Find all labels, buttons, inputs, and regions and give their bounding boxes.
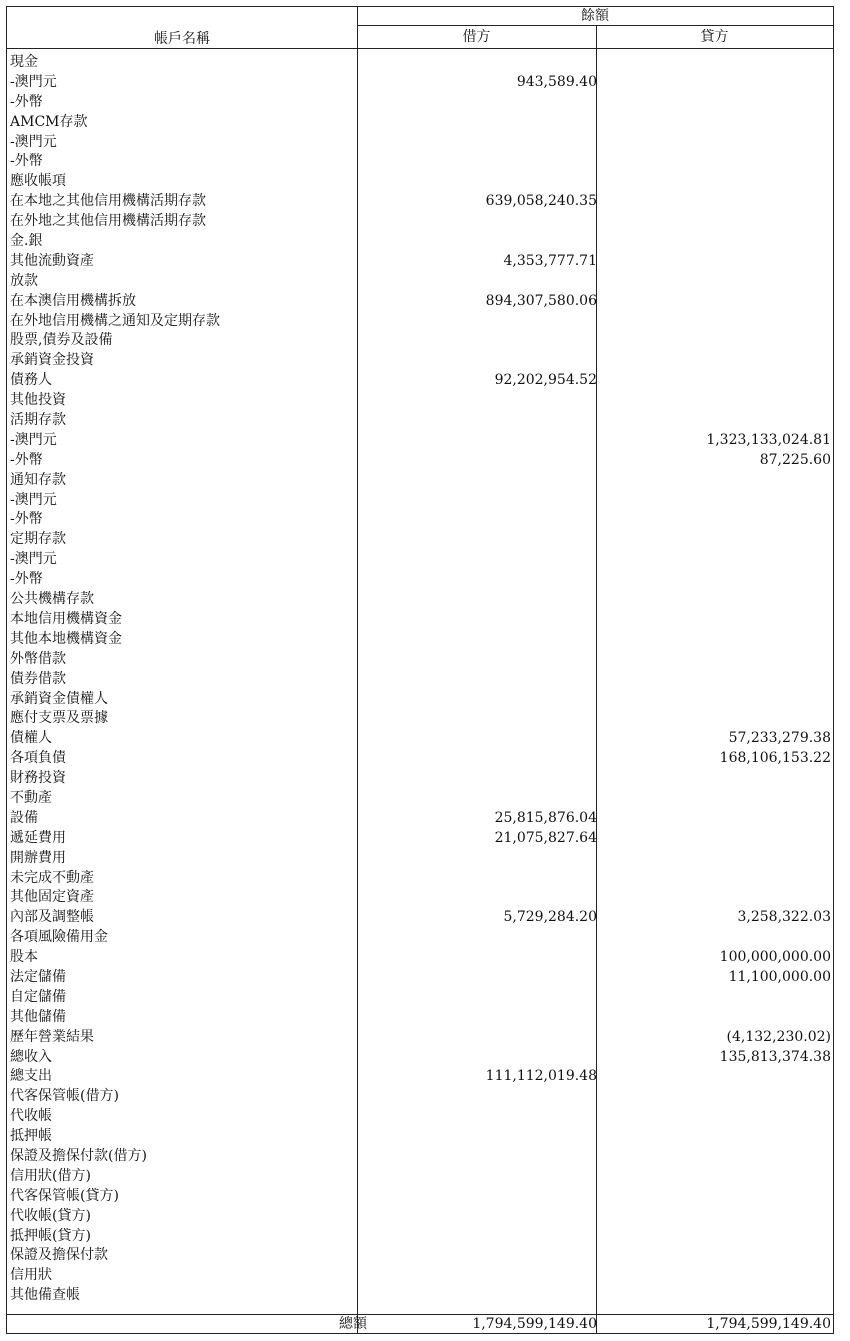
account-name-cell: 應收帳項: [10, 173, 66, 190]
table-row: [7, 1246, 833, 1266]
account-name-cell: 信用狀: [10, 1267, 52, 1284]
account-name-cell: 其他固定資產: [10, 889, 94, 906]
account-name-cell: 公共機構存款: [10, 591, 94, 608]
account-name-cell: 抵押帳(貸方): [10, 1227, 91, 1244]
table-row: [7, 928, 833, 948]
account-name-cell: -澳門元: [10, 551, 57, 568]
account-name-cell: 代收帳(貸方): [10, 1207, 91, 1224]
account-name-cell: 內部及調整帳: [10, 909, 94, 926]
credit-cell: 87,225.60: [759, 451, 831, 468]
table-row: [7, 809, 833, 829]
account-name-cell: 總收入: [10, 1048, 52, 1065]
credit-header: 貸方: [700, 29, 729, 45]
table-row: [7, 1227, 833, 1247]
table-row: [7, 1286, 833, 1306]
debit-cell: 4,353,777.71: [503, 252, 597, 269]
table-row: [7, 1008, 833, 1028]
account-name-cell: -外幣: [10, 571, 43, 588]
table-row: [7, 968, 833, 988]
account-name-cell: 未完成不動產: [10, 869, 94, 886]
account-name-cell: 現金: [10, 54, 38, 70]
table-row: [7, 331, 833, 351]
table-row: [7, 431, 833, 451]
account-name-cell: 承銷資金投資: [10, 352, 94, 369]
table-row: [7, 610, 833, 630]
account-name-cell: 金.銀: [10, 233, 43, 250]
table-row: [7, 789, 833, 809]
account-name-cell: 其他本地機構資金: [10, 630, 122, 647]
debit-cell: 111,112,019.48: [485, 1068, 597, 1085]
table-row: [7, 908, 833, 928]
table-row: [7, 252, 833, 272]
table-row: [7, 1266, 833, 1286]
table-row: [7, 630, 833, 650]
account-name-cell: 債券借款: [10, 670, 66, 687]
account-name-cell: 債權人: [10, 730, 52, 747]
table-row: [7, 491, 833, 511]
header-bottom-border: [7, 48, 833, 49]
table-row: [7, 232, 833, 252]
account-name-cell: 代收帳: [10, 1108, 52, 1125]
table-row: [7, 1127, 833, 1147]
account-name-cell: 承銷資金債權人: [10, 690, 108, 707]
table-row: [7, 869, 833, 889]
table-row: [7, 93, 833, 113]
table-row: [7, 948, 833, 968]
total-credit: 1,794,599,149.40: [706, 1316, 831, 1332]
table-row: [7, 351, 833, 371]
account-name-cell: -外幣: [10, 451, 43, 468]
account-name-cell: 歷年營業結果: [10, 1028, 94, 1045]
table-row: [7, 829, 833, 849]
account-name-cell: 放款: [10, 272, 38, 289]
account-name-cell: 法定儲備: [10, 968, 66, 985]
account-name-cell: 應付支票及票據: [10, 710, 108, 727]
table-row: [7, 113, 833, 133]
credit-cell: (4,132,230.02): [726, 1028, 831, 1045]
table-row: [7, 1048, 833, 1068]
total-label: 總額: [339, 1316, 367, 1332]
account-name-cell: -澳門元: [10, 491, 57, 508]
account-name-header: 帳戶名稱: [154, 31, 210, 47]
account-name-cell: 抵押帳: [10, 1128, 52, 1145]
table-row: [7, 371, 833, 391]
account-name-cell: 財務投資: [10, 770, 66, 787]
account-name-cell: 其他備查帳: [10, 1287, 80, 1304]
credit-cell: 11,100,000.00: [728, 968, 831, 985]
account-name-cell: -外幣: [10, 93, 43, 110]
table-row: [7, 1167, 833, 1187]
account-name-cell: 代客保管帳(貸方): [10, 1187, 119, 1204]
table-row: [7, 133, 833, 153]
account-name-cell: 在本地之其他信用機構活期存款: [10, 193, 206, 210]
account-name-cell: 各項風險備用金: [10, 929, 108, 946]
account-name-cell: 保證及擔保付款(借方): [10, 1147, 147, 1164]
table-row: [7, 670, 833, 690]
account-name-cell: 其他儲備: [10, 1008, 66, 1025]
debit-cell: 5,729,284.20: [503, 909, 597, 926]
debit-cell: 639,058,240.35: [485, 193, 597, 210]
account-name-cell: 股票,債券及設備: [10, 332, 113, 349]
table-row: [7, 451, 833, 471]
table-row: [7, 769, 833, 789]
account-name-cell: 活期存款: [10, 412, 66, 429]
account-name-cell: 各項負債: [10, 750, 66, 767]
table-row: [7, 749, 833, 769]
table-row: [7, 550, 833, 570]
account-name-cell: 總支出: [10, 1068, 52, 1085]
account-name-cell: 代客保管帳(借方): [10, 1088, 119, 1105]
account-name-cell: 在外地之其他信用機構活期存款: [10, 213, 206, 230]
account-name-cell: 其他流動資產: [10, 252, 94, 269]
debit-cell: 943,589.40: [516, 73, 597, 90]
account-name-cell: 在本澳信用機構拆放: [10, 292, 136, 309]
table-row: [7, 709, 833, 729]
account-name-cell: 自定儲備: [10, 988, 66, 1005]
account-name-cell: 定期存款: [10, 531, 66, 548]
table-row: [7, 570, 833, 590]
trial-balance-table: [6, 6, 834, 1334]
table-row: [7, 1087, 833, 1107]
credit-cell: 1,323,133,024.81: [706, 431, 831, 448]
table-row: [7, 272, 833, 292]
table-row: [7, 1187, 833, 1207]
account-name-cell: 信用狀(借方): [10, 1167, 91, 1184]
table-row: [7, 1028, 833, 1048]
credit-cell: 135,813,374.38: [719, 1048, 831, 1065]
table-row: [7, 53, 833, 73]
table-row: [7, 1067, 833, 1087]
account-name-cell: 本地信用機構資金: [10, 610, 122, 627]
table-row: [7, 849, 833, 869]
total-debit: 1,794,599,149.40: [472, 1316, 597, 1332]
credit-cell: 168,106,153.22: [719, 750, 831, 767]
account-name-cell: AMCM存款: [10, 113, 88, 130]
table-row: [7, 391, 833, 411]
table-row: [7, 590, 833, 610]
table-row: [7, 1107, 833, 1127]
account-name-cell: 在外地信用機構之通知及定期存款: [10, 312, 220, 329]
account-name-cell: -澳門元: [10, 73, 57, 90]
table-row: [7, 471, 833, 491]
table-row: [7, 988, 833, 1008]
credit-cell: 100,000,000.00: [719, 949, 831, 966]
total-row: [7, 1315, 833, 1334]
account-name-cell: -外幣: [10, 153, 43, 170]
debit-cell: 25,815,876.04: [494, 809, 597, 826]
table-row: [7, 312, 833, 332]
debit-cell: 894,307,580.06: [485, 292, 597, 309]
debit-header: 借方: [462, 29, 491, 45]
table-row: [7, 510, 833, 530]
table-row: [7, 650, 833, 670]
account-name-cell: 開辦費用: [10, 849, 66, 866]
table-row: [7, 1207, 833, 1227]
account-name-cell: 外幣借款: [10, 650, 66, 667]
table-row: [7, 729, 833, 749]
table-row: [7, 888, 833, 908]
table-row: [7, 411, 833, 431]
account-rows: [7, 53, 833, 1306]
table-row: [7, 292, 833, 312]
account-name-cell: 股本: [10, 949, 38, 966]
table-row: [7, 192, 833, 212]
account-name-cell: 設備: [10, 809, 38, 826]
table-row: [7, 212, 833, 232]
account-name-cell: -澳門元: [10, 133, 57, 150]
account-name-cell: 通知存款: [10, 471, 66, 488]
table-row: [7, 73, 833, 93]
debit-cell: 92,202,954.52: [494, 372, 597, 389]
account-name-cell: -外幣: [10, 511, 43, 528]
table-row: [7, 530, 833, 550]
account-name-cell: 其他投資: [10, 392, 66, 409]
header-divider: [357, 25, 833, 26]
balance-header: 餘額: [581, 8, 609, 24]
credit-cell: 3,258,322.03: [737, 909, 831, 926]
account-name-cell: -澳門元: [10, 431, 57, 448]
table-row: [7, 690, 833, 710]
account-name-cell: 不動產: [10, 789, 52, 806]
account-name-cell: 債務人: [10, 372, 52, 389]
table-row: [7, 172, 833, 192]
credit-cell: 57,233,279.38: [728, 730, 831, 747]
debit-cell: 21,075,827.64: [494, 829, 597, 846]
account-name-cell: 遞延費用: [10, 829, 66, 846]
table-row: [7, 152, 833, 172]
account-name-cell: 保證及擔保付款: [10, 1247, 108, 1264]
table-row: [7, 1147, 833, 1167]
